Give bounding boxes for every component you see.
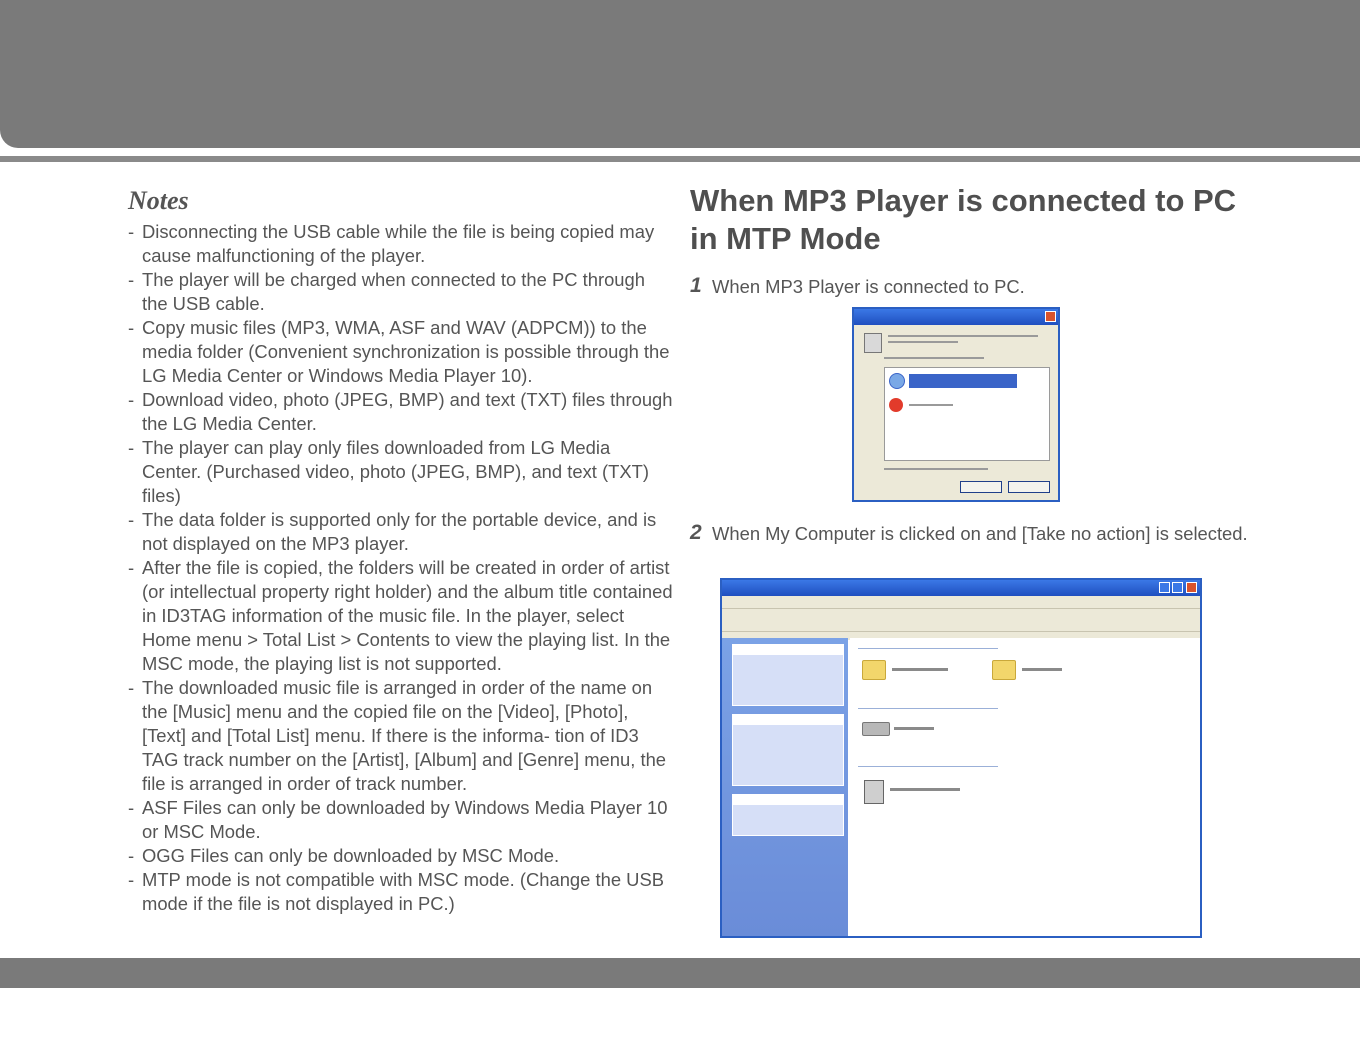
task-pane (722, 638, 848, 938)
device-label (890, 788, 960, 791)
note-item: - ASF Files can only be downloaded by Windows Media Player 10 or MSC Mode. (128, 796, 673, 844)
minimize-icon (1159, 582, 1170, 593)
note-item: - OGG Files can only be downloaded by MSC Mode. (128, 844, 673, 868)
note-item: - The player will be charged when connected to the PC through the USB cable. (128, 268, 673, 316)
step-2-number: 2 (690, 521, 702, 544)
note-item: - The downloaded music file is arranged in order of the name on the [Music] menu and the copied file on the [Video], [Photo], [Text] and [Total List] menu. If there is the informa- tion of ID3 TAG track number on the [Artist], [Album] and [Genre] menu, the file is arranged in order of track number. (128, 676, 673, 796)
note-item: - The data folder is supported only for the portable device, and is not displayed on the MP3 player. (128, 508, 673, 556)
folder-label (892, 668, 948, 671)
dialog-selected-option (909, 374, 1017, 388)
note-item: - After the file is copied, the folders will be created in order of artist (or intellectual property right holder) and the album title contained in ID3TAG information of the music file. In the player, select Home menu > Total List > Contents to view the playing list. In the MSC mode, the playing list is not supported. (128, 556, 673, 676)
maximize-icon (1172, 582, 1183, 593)
folder-label (1022, 668, 1062, 671)
section-divider (858, 648, 998, 649)
close-icon (1045, 311, 1056, 322)
dialog-text-line (909, 404, 953, 406)
note-item: - Copy music files (MP3, WMA, ASF and WAV (ADPCM)) to the media folder (Convenient synchronization is possible through the LG Media Center or Windows Media Player 10). (128, 316, 673, 388)
header-rule (0, 156, 1360, 162)
note-item: - Disconnecting the USB cable while the file is being copied may cause malfunctioning of the player. (128, 220, 673, 268)
media-player-icon (889, 373, 905, 389)
step-1 (690, 274, 1250, 299)
menu-bar (722, 596, 1200, 609)
notes-list (128, 220, 673, 916)
dialog-titlebar (854, 309, 1058, 325)
device-icon (864, 333, 882, 353)
window-titlebar (722, 580, 1200, 596)
dialog-text-line (888, 335, 1038, 337)
step-2-text: When My Computer is clicked on and [Take no action] is selected. (712, 523, 1248, 544)
footer-band (0, 958, 1360, 988)
header-band (0, 0, 1360, 148)
dialog-text-line (884, 468, 988, 470)
cancel-button (1008, 481, 1050, 493)
toolbar (722, 609, 1200, 632)
mp3-player-icon (864, 780, 884, 804)
section-divider (858, 766, 998, 767)
no-action-icon (889, 398, 903, 412)
ok-button (960, 481, 1002, 493)
step-2 (690, 521, 1252, 546)
close-icon (1186, 582, 1197, 593)
note-item: - Download video, photo (JPEG, BMP) and text (TXT) files through the LG Media Center. (128, 388, 673, 436)
folder-icon (862, 660, 886, 680)
note-item: - MTP mode is not compatible with MSC mode. (Change the USB mode if the file is not displayed in PC.) (128, 868, 673, 916)
file-area (850, 638, 1200, 936)
folder-icon (992, 660, 1016, 680)
step-1-number: 1 (690, 274, 702, 297)
my-computer-screenshot (720, 578, 1202, 938)
step-1-text: When MP3 Player is connected to PC. (712, 276, 1025, 297)
system-tasks-panel (732, 644, 844, 706)
mtp-dialog-screenshot (852, 307, 1060, 502)
notes-title: Notes (128, 186, 189, 215)
other-places-panel (732, 714, 844, 786)
details-panel (732, 794, 844, 836)
dialog-text-line (884, 357, 984, 359)
section-title: When MP3 Player is connected to PC in MTP Mode (690, 183, 1237, 256)
note-item: - The player can play only files downloaded from LG Media Center. (Purchased video, photo (JPEG, BMP), and text (TXT) files) (128, 436, 673, 508)
dialog-action-list (884, 367, 1050, 461)
notes-section (128, 186, 673, 916)
drive-label (894, 727, 934, 730)
section-divider (858, 708, 998, 709)
drive-icon (862, 722, 890, 736)
dialog-text-line (888, 341, 958, 343)
